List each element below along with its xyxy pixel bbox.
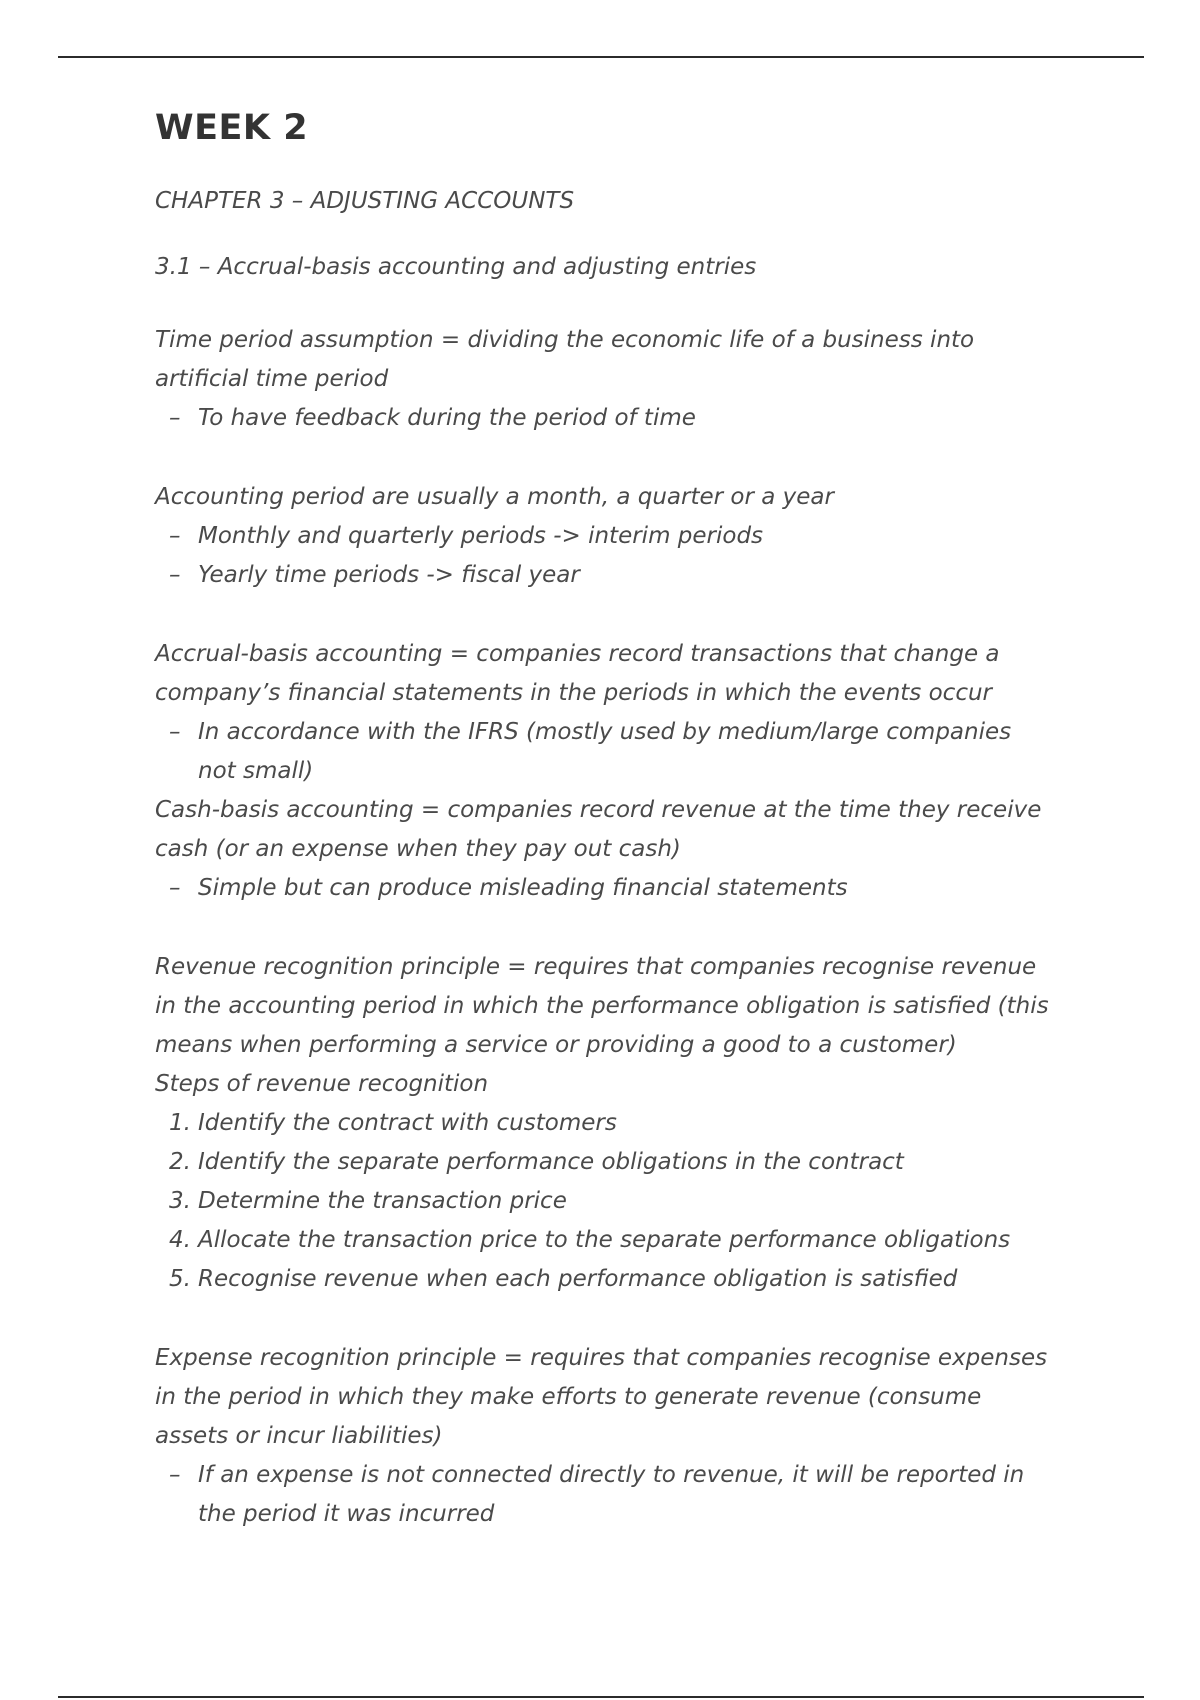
step-item: Allocate the transaction price to the separate performance obligations (198, 1227, 1011, 1254)
step-item: Determine the transaction price (198, 1188, 567, 1215)
time-period-bullets (155, 399, 1055, 438)
bullet-item: – Monthly and quarterly periods -> interim periods (155, 517, 1055, 556)
expense-definition: Expense recognition principle = requires that companies recognise expenses in the period in which they make efforts to generate revenue (consume assets or incur liabilities) (155, 1345, 1048, 1450)
expense-block (155, 1339, 1055, 1534)
section-heading: 3.1 – Accrual-basis accounting and adjusting entries (155, 253, 757, 280)
expense-bullets (155, 1456, 1055, 1534)
document-page (155, 108, 1055, 1534)
bullet-item: – Simple but can produce misleading financial statements (155, 869, 1055, 908)
revenue-block (155, 948, 1055, 1299)
cash-bullets (155, 869, 1055, 908)
revenue-steps-list (155, 1104, 1055, 1299)
bottom-rule (58, 1696, 1144, 1698)
step-item: Recognise revenue when each performance obligation is satisfied (198, 1266, 958, 1293)
step-item: Identify the contract with customers (198, 1110, 617, 1137)
revenue-definition: Revenue recognition principle = requires that companies recognise revenue in the accounting period in which the performance obligation is satisfied (this means when performing a service or providing a good to a customer) (155, 954, 1049, 1059)
accounting-period-block (155, 478, 1055, 595)
time-period-block (155, 321, 1055, 438)
bullet-item: – If an expense is not connected directly to revenue, it will be reported in the period it was incurred (155, 1456, 1055, 1534)
revenue-steps-heading: Steps of revenue recognition (155, 1071, 489, 1098)
bullet-item: – In accordance with the IFRS (mostly used by medium/large companies not small) (155, 713, 1055, 791)
bullet-item: – Yearly time periods -> fiscal year (155, 556, 1055, 595)
top-rule (58, 56, 1144, 58)
accrual-definition: Accrual-basis accounting = companies record transactions that change a company’s financial statements in the periods in which the events occur (155, 641, 1000, 707)
bullet-item: – To have feedback during the period of time (155, 399, 1055, 438)
cash-definition: Cash-basis accounting = companies record revenue at the time they receive cash (or an expense when they pay out cash) (155, 797, 1042, 863)
time-period-definition: Time period assumption = dividing the economic life of a business into artificial time period (155, 327, 975, 393)
page-title: WEEK 2 (155, 108, 309, 148)
chapter-heading: CHAPTER 3 – ADJUSTING ACCOUNTS (155, 188, 575, 215)
accounting-period-bullets (155, 517, 1055, 595)
accounting-period-definition: Accounting period are usually a month, a quarter or a year (155, 484, 834, 511)
accrual-bullets (155, 713, 1055, 791)
accrual-block (155, 635, 1055, 908)
step-item: Identify the separate performance obligations in the contract (198, 1149, 904, 1176)
